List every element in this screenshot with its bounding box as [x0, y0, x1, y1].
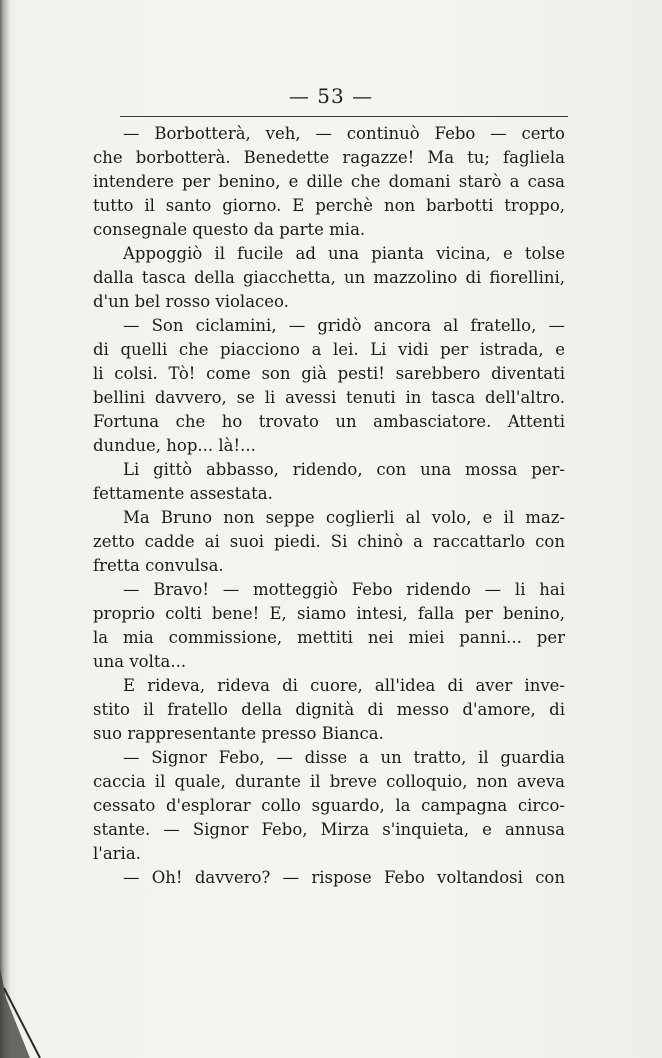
header-rule [120, 116, 568, 117]
text-line: consegnale questo da parte mia. [93, 220, 366, 239]
text-line: — Signor Febo, — disse a un tratto, il guardia [123, 748, 565, 767]
text-line: — Bravo! — motteggiò Febo ridendo — li hai [123, 580, 565, 599]
text-line: suo rappresentante presso Bianca. [93, 724, 384, 743]
text-line: di quelli che piacciono a lei. Li vidi per istrada, e [93, 340, 565, 359]
text-line: — Borbotterà, veh, — continuò Febo — certo [123, 124, 565, 143]
text-line: cessato d'esplorar collo sguardo, la campagna circo- [93, 796, 565, 815]
text-line: fretta convulsa. [93, 556, 224, 575]
page-spine-shadow [0, 0, 10, 1058]
text-line: tutto il santo giorno. E perchè non barbotti troppo, [93, 196, 565, 215]
text-line: fettamente assestata. [93, 484, 273, 503]
text-line: proprio colti bene! E, siamo intesi, falla per benino, [93, 604, 565, 623]
text-line: zetto cadde ai suoi piedi. Si chinò a raccattarlo con [93, 532, 565, 551]
text-line: la mia commissione, mettiti nei miei panni... per [93, 628, 565, 647]
text-line: dundue, hop... là!... [93, 436, 256, 455]
text-line: Ma Bruno non seppe coglierli al volo, e il maz- [123, 508, 565, 527]
text-line: d'un bel rosso violaceo. [93, 292, 289, 311]
text-line: l'aria. [93, 844, 141, 863]
text-line: intendere per benino, e dille che domani starò a casa [93, 172, 565, 191]
text-line: caccia il quale, durante il breve colloquio, non aveva [93, 772, 565, 791]
page-number: — 53 — [288, 84, 374, 108]
text-line: E rideva, rideva di cuore, all'idea di aver inve- [123, 676, 565, 695]
text-line: Appoggiò il fucile ad una pianta vicina, e tolse [123, 244, 565, 263]
text-line: una volta... [93, 652, 187, 671]
text-line: li colsi. Tò! come son già pesti! sarebbero diventati [93, 364, 565, 383]
text-line: stante. — Signor Febo, Mirza s'inquieta, e annusa [93, 820, 565, 839]
text-line: bellini davvero, se li avessi tenuti in tasca dell'altro. [93, 388, 565, 407]
page-corner-mark [0, 968, 60, 1058]
text-line: Li gittò abbasso, ridendo, con una mossa per- [123, 460, 565, 479]
text-line: — Son ciclamini, — gridò ancora al fratello, — [123, 316, 565, 335]
text-line: — Oh! davvero? — rispose Febo voltandosi con [123, 868, 565, 887]
body-text [93, 122, 565, 890]
text-line: dalla tasca della giacchetta, un mazzolino di fiorellini, [93, 268, 565, 287]
text-line: stito il fratello della dignità di messo d'amore, di [93, 700, 565, 719]
text-line: Fortuna che ho trovato un ambasciatore. Attenti [93, 412, 565, 431]
text-line: che borbotterà. Benedette ragazze! Ma tu; fagliela [93, 148, 565, 167]
